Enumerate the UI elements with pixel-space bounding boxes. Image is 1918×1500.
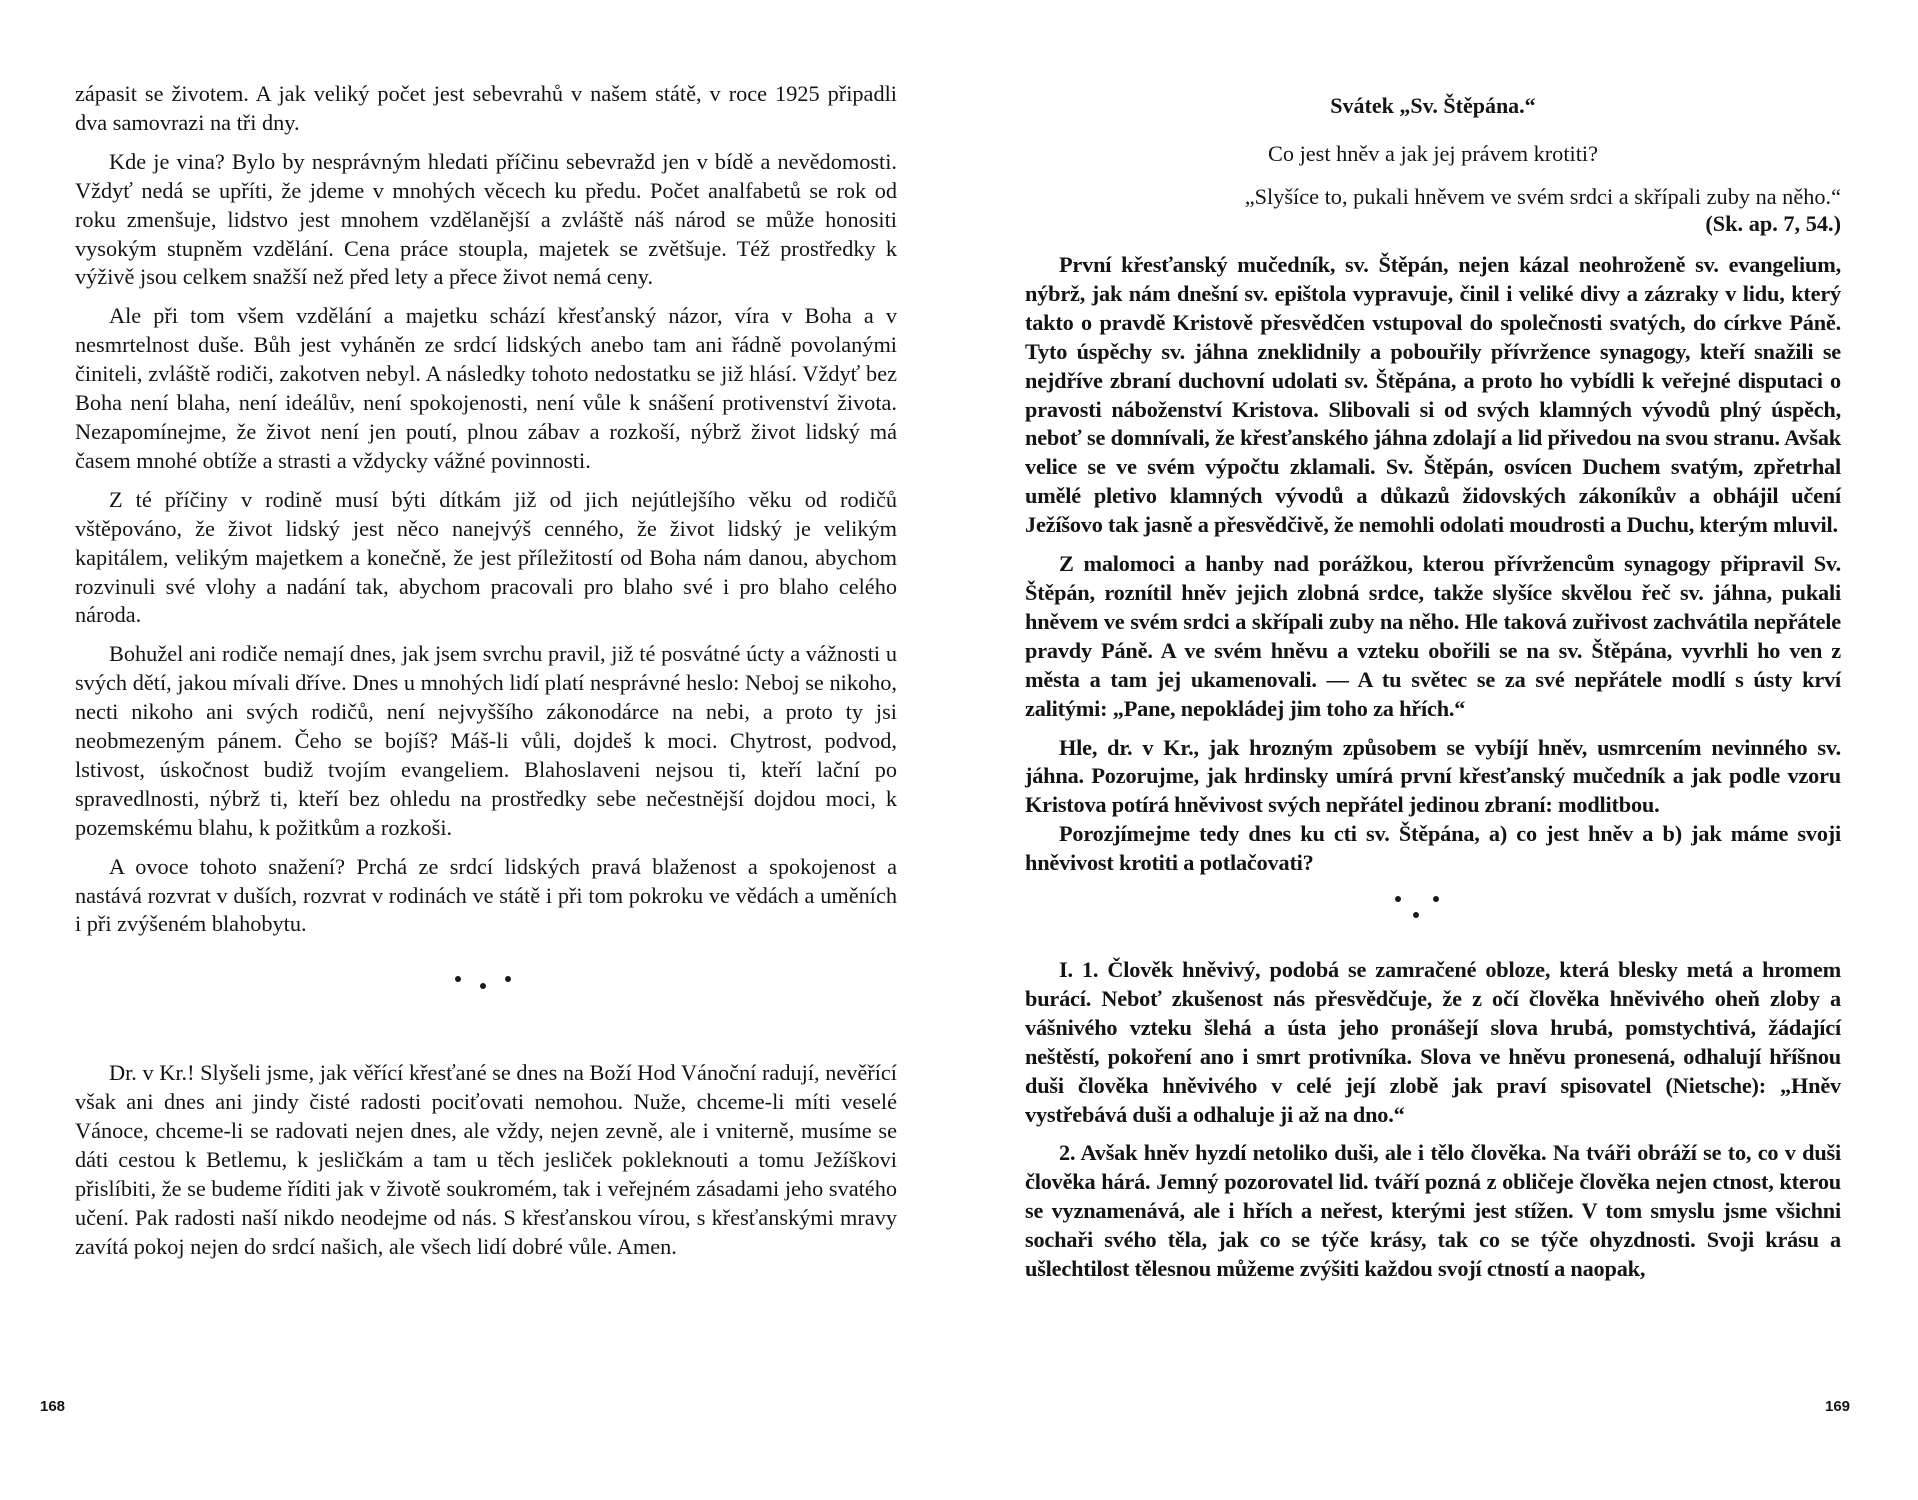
right-paragraph-2: Z malomoci a hanby nad porážkou, kterou přívržencům synagogy připravil Sv. Štěpán, roznítil hněv jejich zlobná srdce, takže slyšíce skvělou řeč sv. jáhna, pukali hněvem ve svém srdci a skřípali zuby na něho. Hle taková zuřivost zachvátila nepřátele pravdy Páně. A ve svém hněvu a vzteku obořili se na sv. Štěpána, vyvrhli ho ven z města a tam jej ukamenovali. — A tu světec se za své nepřátele modlí s ústy krví zalitými: „Pane, nepokládej jim toho za hřích.“: [1025, 551, 1841, 721]
page-number: 169: [1825, 1398, 1851, 1415]
epigraph: [1025, 183, 1841, 237]
left-paragraph-5: Bohužel ani rodiče nemají dnes, jak jsem svrchu pravil, již té posvátné úcty a vážnosti u svých dětí, jakou mívali dříve. Dnes u mnohých lidí platí nesprávné heslo: Neboj se nikoho, necti nikoho ani svých rodičů, není nejvyššího zákonodárce na nebi, a proto ty jsi neobmezeným pánem. Čeho se bojíš? Máš-li vůli, dojdeš k moci. Chytrost, podvod, lstivost, úskočnost budiž tvojím evangeliem. Blahoslaveni nejsou ti, kteří lační po spravedlnosti, nýbrž ti, kteří bez ohledu na prostředky sebe nečestnější dojdou moci, k pozemskému blahu, k požitkům a rozkoši.: [75, 641, 897, 840]
asterism-separator: [1025, 878, 1841, 944]
section-paragraph-1: I. 1. Člověk hněvivý, podobá se zamračené obloze, která blesky metá a hromem burácí. Neboť zkušenost nás přesvědčuje, že z očí člověka hněvivého oheň zloby a vášnivého vzteku šlehá a ústa jeho pronášejí slova hrubá, pomstychtivá, žádající neštěstí, pokoření ano i smrt protivníka. Slova ve hněvu pronesená, odhalují hříšnou duši člověka hněvivého v celé její zlobě jak praví spisovatel (Nietsche): „Hněv vystřebává duši a odhaluje ji až na dno.“: [1025, 957, 1841, 1127]
page-number: 168: [40, 1398, 66, 1415]
right-text-column: [1025, 80, 1841, 1284]
left-paragraph-4: Z té příčiny v rodině musí býti dítkám již od jich nejútlejšího věku od rodičů vštěpováno, že život lidský jest něco nanejvýš cenného, že život lidský je velikým kapitálem, velikým majetkem a konečně, že jest příležitostí od Boha nám danou, abychom rozvinuli své vlohy a nadání tak, abychom pracovali pro blaho své i pro blaho celého národa.: [75, 486, 897, 628]
asterism-separator: [75, 939, 897, 1019]
sermon-title: Svátek „Sv. Štěpána.“: [1330, 93, 1536, 118]
right-paragraph-3: Hle, dr. v Kr., jak hrozným způsobem se vybíjí hněv, usmrcením nevinného sv. jáhna. Pozorujme, jak hrdinsky umírá první křesťanský mučedník a jak podle vzoru Kristova potírá hněvivost svých nepřátel jedinou zbraní: modlitbou.: [1025, 734, 1841, 818]
right-paragraph-4: Porozjímejme tedy dnes ku cti sv. Štěpána, a) co jest hněv a b) jak máme svoji hněvivost krotiti a potlačovati?: [1025, 821, 1841, 876]
left-paragraph-2: Kde je vina? Bylo by nesprávným hledati příčinu sebevražd jen v bídě a nevědomosti. Vždyť nedá se upříti, že jdeme v mnohých věcech ku předu. Počet analfabetů se rok od roku zmenšuje, lidstvo jest mnohem vzdělanější a zvláště náš národ se může honositi vysokým stupněm vzdělání. Cena práce stoupla, majetek se zvětšuje. Též prostředky k výživě jsou celkem snažší než před lety a přece život nemá ceny.: [75, 148, 897, 290]
right-page: [959, 0, 1918, 1500]
right-intro-block: [1025, 251, 1841, 878]
right-paragraph-1: První křesťanský mučedník, sv. Štěpán, nejen kázal neohroženě sv. evangelium, nýbrž, jak nám dnešní sv. epištola vypravuje, činil i veliké divy a zázraky v lidu, který takto o pravdě Kristově přesvědčen vstupoval do společnosti svatých, do církve Páně. Tyto úspěchy sv. jáhna zneklidnily a pobouřily přívržence synagogy, kteří snažili se nejdříve zbraní duchovní udolati sv. Štěpána, a proto ho vybídli k veřejné disputaci o pravosti náboženství Kristova. Slibovali si od svých klamných vývodů plný úspěch, neboť se domnívali, že křesťanského jáhna zdolají a lid přivedou na svou stranu. Avšak velice se ve svém výpočtu zklamali. Sv. Štěpán, osvícen Duchem svatým, zpřetrhal umělé pletivo klamných vývodů a důkazů židovských zákoníkův a obhájil učení Ježíšovo tak jasně a přesvědčivě, že nemohli odolati moudrosti a Duchu, kterým mluvil.: [1025, 252, 1841, 538]
left-paragraph-6: A ovoce tohoto snažení? Prchá ze srdcí lidských pravá blaženost a spokojenost a nastává rozvrat v duších, rozvrat v rodinách ve státě i při tom pokroku ve vědách a uměních i při zvýšeném blahobytu.: [75, 853, 897, 937]
right-section-block: [1025, 956, 1841, 1284]
left-text-column: [75, 80, 897, 1262]
left-paragraph-3: Ale při tom všem vzdělání a majetku schází křesťanský názor, víra v Boha a v nesmrtelnost duše. Bůh jest vyháněn ze srdcí lidských anebo tam ani řádně povolanými činiteli, zvláště rodiči, zakotven nebyl. A následky tohoto nedostatku se již hlásí. Vždyť bez Boha není blaha, není ideálův, není spokojenosti, není vůle k snášení protivenství života. Nezapomínejme, že život není jen poutí, plnou zábav a rozkoší, nýbrž život lidský má časem mnohé obtíže a strasti a vždycky vážné povinnosti.: [75, 303, 897, 473]
sermon-subtitle: Co jest hněv a jak jej právem krotiti?: [1267, 141, 1599, 166]
epigraph-quote: „Slyšíce to, pukali hněvem ve svém srdci a skřípali zuby na něho.“: [1244, 184, 1841, 209]
left-paragraph-1: zápasit se životem. A jak veliký počet jest sebevrahů v našem státě, v roce 1925 připadli dva samovrazi na tři dny.: [75, 81, 897, 135]
section-paragraph-2: 2. Avšak hněv hyzdí netoliko duši, ale i tělo člověka. Na tváři obráží se to, co v duši člověka hárá. Jemný pozorovatel lid. tváří pozná z obličeje člověka nejen ctnost, kterou se vyznamenává, ale i hřích a neřest, kterými jest stížen. V tom smyslu jsme všichni sochaři svého těla, jak co se týče krásy, tak co se týče ohyzdnosti. Svoji krásu a ušlechtilost tělesnou můžeme zvýšiti každou svojí ctností a naopak,: [1025, 1140, 1841, 1282]
epigraph-reference: (Sk. ap. 7, 54.): [1705, 211, 1841, 236]
left-closing-paragraph: Dr. v Kr.! Slyšeli jsme, jak věřící křesťané se dnes na Boží Hod Vánoční radují, nevěřící však ani dnes ani jindy čisté radosti pociťovati nemohou. Nuže, chceme-li míti veselé Vánoce, chceme-li se radovati nejen dnes, ale vždy, nejen zevně, ale i vniterně, musíme se dáti cestou k Betlemu, k jesličkám a tam u těch jesliček pokleknouti a tomu Ježíškovi přislíbiti, že se budeme říditi jak v životě soukromém, tak i veřejném zásadami jeho svatého učení. Pak radosti naší nikdo neodejme od nás. S křesťanskou vírou, s křesťanskými mravy zavítá pokoj nejen do srdcí našich, ale všech lidí dobré vůle. Amen.: [75, 1060, 897, 1259]
